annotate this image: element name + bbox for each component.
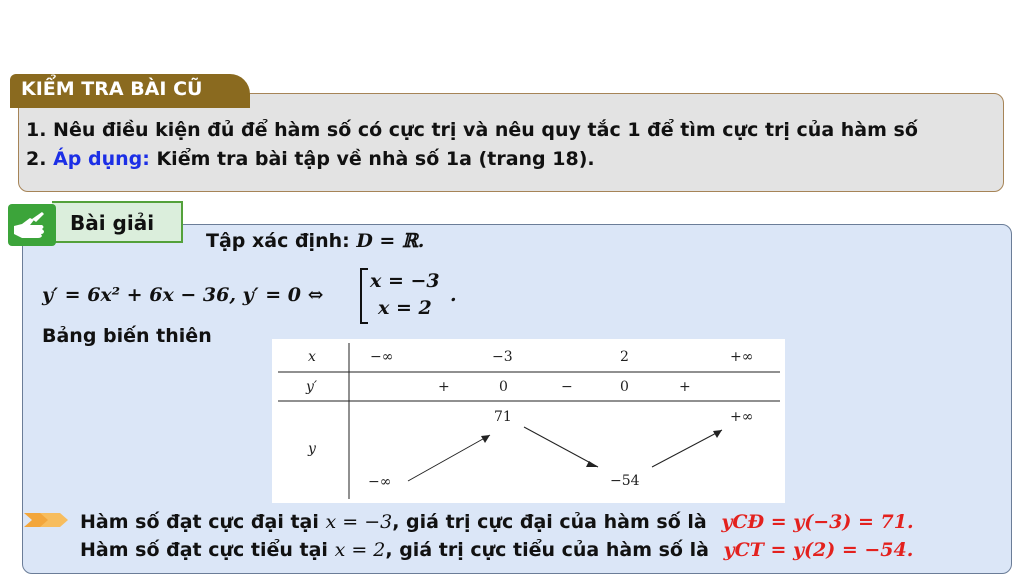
y-value-3: −54 (610, 473, 640, 489)
yprime-value-1: + (438, 379, 450, 395)
conclusion-max-x: x = −3 (325, 511, 393, 533)
y-value-2: 71 (494, 409, 512, 425)
review-tab-label: KIỂM TRA BÀI CŨ (21, 78, 203, 100)
conclusion-min-text: Hàm số đạt cực tiểu tại (80, 539, 335, 561)
x-value-1: −∞ (370, 349, 394, 365)
y-value-1: −∞ (368, 474, 392, 490)
table-title: Bảng biến thiên (42, 325, 212, 347)
row-y-label: y (308, 441, 316, 457)
root-1: x = −3 (370, 270, 440, 292)
derivative-equation: y′ = 6x² + 6x − 36, y′ = 0 ⇔ (42, 284, 324, 306)
yprime-value-2: 0 (499, 379, 508, 395)
variation-table-lines (272, 339, 785, 503)
solution-tab-label: Bài giải (70, 211, 155, 235)
variation-table (272, 339, 785, 503)
double-arrow-icon (22, 509, 70, 535)
conclusion-max (80, 511, 914, 533)
conclusion-min-result: yCT = y(2) = −54. (723, 539, 914, 561)
system-bracket (360, 268, 368, 324)
hand-pointing-icon (8, 204, 56, 246)
question-2-rest: Kiểm tra bài tập về nhà số 1a (trang 18). (149, 148, 595, 170)
y-value-4: +∞ (730, 409, 754, 425)
row-x-label: x (308, 349, 316, 365)
domain-line (206, 230, 424, 252)
conclusion-max-text2: , giá trị cực đại của hàm số là (392, 511, 714, 533)
question-2-prefix: 2. (26, 148, 54, 170)
domain-label: Tập xác định: (206, 230, 357, 252)
conclusion-max-result: yCĐ = y(−3) = 71. (721, 511, 914, 533)
review-tab (10, 74, 250, 108)
question-2 (26, 148, 595, 170)
question-2-highlight: Áp dụng: (53, 148, 150, 170)
yprime-value-5: + (679, 379, 691, 395)
root-2: x = 2 (378, 297, 432, 319)
conclusion-min-text2: , giá trị cực tiểu của hàm số là (385, 539, 716, 561)
x-value-4: +∞ (730, 349, 754, 365)
conclusion-max-text: Hàm số đạt cực đại tại (80, 511, 326, 533)
x-value-2: −3 (492, 349, 513, 365)
row-yprime-label: y′ (306, 379, 318, 395)
conclusion-min (80, 539, 913, 561)
conclusion-min-x: x = 2 (334, 539, 386, 561)
yprime-value-3: − (561, 379, 573, 395)
root-end: . (450, 284, 457, 306)
x-value-3: 2 (620, 349, 629, 365)
yprime-value-4: 0 (620, 379, 629, 395)
question-1: 1. Nêu điều kiện đủ để hàm số có cực trị và nêu quy tắc 1 để tìm cực trị của hàm số (26, 119, 918, 141)
solution-tab (52, 201, 183, 243)
domain-math: D = ℝ. (356, 230, 425, 252)
